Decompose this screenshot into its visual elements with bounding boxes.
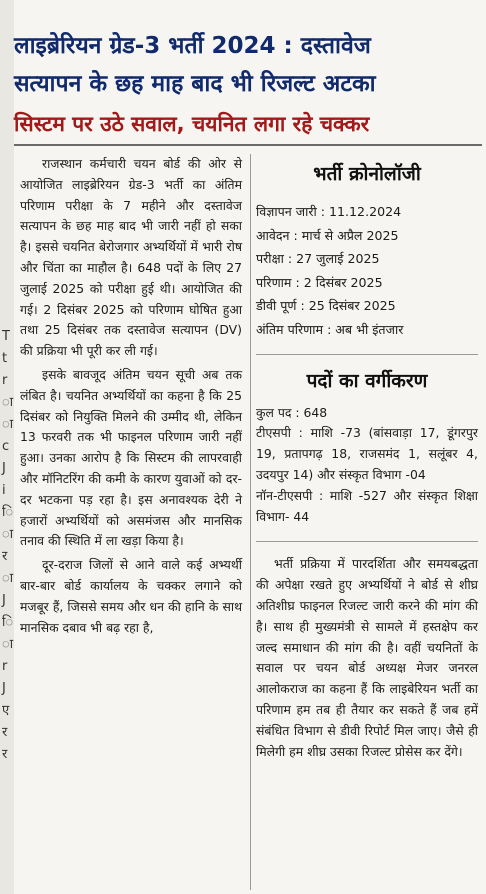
headline-line-2: सत्यापन के छह माह बाद भी रिजल्ट अटका xyxy=(14,71,376,97)
edge-glyph: ि xyxy=(2,615,14,630)
edge-glyph: r xyxy=(2,373,8,388)
box-divider xyxy=(256,541,478,542)
chronology-item: विज्ञापन जारी : 11.12.2024 xyxy=(256,204,402,219)
edge-glyph: ा xyxy=(2,637,14,652)
chronology-item: परिणाम : 2 दिसंबर 2025 xyxy=(256,274,383,290)
categories-tsp: टीएसपी : माशि -73 (बांसवाड़ा 17, डूंगरपुर 19, प्रतापगढ़ 18, राजसमंद 1, सलूंबर 4, उदयपुर 14) और संस्कृत विभाग -04 xyxy=(256,425,478,482)
article-right-column xyxy=(256,154,478,762)
subheadline: सिस्टम पर उठे सवाल, चयनित लगा रहे चक्कर xyxy=(14,112,370,136)
chronology-item: अंतिम परिणाम : अब भी इंतजार xyxy=(256,321,404,337)
edge-glyph: t xyxy=(2,351,8,366)
adjacent-column-edge xyxy=(0,0,14,894)
chronology-item: आवेदन : मार्च से अप्रैल 2025 xyxy=(256,227,399,243)
article-left-column xyxy=(20,154,242,638)
edge-glyph: r xyxy=(2,659,8,674)
edge-glyph: र xyxy=(2,725,8,740)
edge-glyph: ा xyxy=(2,527,14,542)
edge-glyph: i xyxy=(2,483,6,498)
chronology-title: भर्ती क्रोनोलॉजी xyxy=(313,163,421,185)
edge-glyph: J xyxy=(2,461,6,476)
edge-glyph: c xyxy=(2,439,10,454)
edge-glyph: J xyxy=(2,593,6,608)
headline-divider xyxy=(14,144,482,146)
edge-glyph: ा xyxy=(2,395,14,410)
edge-glyph: T xyxy=(2,329,10,344)
categories-title: पदों का वर्गीकरण xyxy=(306,369,428,392)
article-paragraph: राजस्थान कर्मचारी चयन बोर्ड की ओर से आयोजित लाइब्रेरियन ग्रेड-3 भर्ती का अंतिम परिणाम परीक्षा के 7 महीने और दस्तावेज सत्यापन के छह माह बाद भी जारी नहीं हो सका है। इससे चयनित बेरोजगार अभ्यर्थियों में भारी रोष और चिंता का माहौल है। 648 पदों के लिए 27 जुलाई 2025 को परीक्षा हुई थी। आयोजित की गई। 2 दिसंबर 2025 को परिणाम घोषित हुआ तथा 25 दिसंबर तक दस्तावेज सत्यापन (DV) की प्रक्रिया भी पूरी कर ली गई। xyxy=(20,156,242,359)
categories-total: कुल पद : 648 xyxy=(256,404,328,420)
edge-glyph: ा xyxy=(2,571,14,586)
box-divider xyxy=(256,354,478,355)
edge-glyph: ि xyxy=(2,505,14,520)
categories-non-tsp: नॉन-टीएसपी : माशि -527 और संस्कृत शिक्षा विभाग- 44 xyxy=(256,487,478,524)
article-paragraph: दूर-दराज जिलों से आने वाले कई अभ्यर्थी बार-बार बोर्ड कार्यालय के चक्कर लगाने को मजबूर हैं, जिससे समय और धन की हानि के साथ मानसिक दबाव भी बढ़ रहा है, xyxy=(20,557,242,635)
chronology-list xyxy=(256,200,478,342)
edge-glyph: J xyxy=(2,681,6,696)
chronology-item: परीक्षा : 27 जुलाई 2025 xyxy=(256,251,380,267)
edge-glyph: ए xyxy=(2,703,10,718)
article-paragraph: भर्ती प्रक्रिया में पारदर्शिता और समयबद्धता की अपेक्षा रखते हुए अभ्यर्थियों ने बोर्ड से शीघ्र अतिशीघ्र फाइनल रिजल्ट जारी करने की मांग की है। साथ ही मुख्यमंत्री से सामले में हस्तक्षेप कर जल्द समाधान की मांग की है। वहीं चयनितों के सवाल पर चयन बोर्ड अध्यक्ष मेजर जनरल आलोकराज का कहना हैं कि लाइबेरियन भर्ती का परिणाम हम तब ही तैयार कर सकते हैं जब हमें संबंधित विभाग से डीवी रिपोर्ट मिल जाए। जैसे ही मिलेगी हम शीघ्र उसका रिजल्ट प्रोसेस कर देंगे। xyxy=(256,556,478,759)
edge-glyph: र xyxy=(2,549,8,564)
chronology-item: डीवी पूर्ण : 25 दिसंबर 2025 xyxy=(256,298,396,314)
headline-line-1: लाइब्रेरियन ग्रेड-3 भर्ती 2024 : दस्तावेज xyxy=(14,33,371,59)
edge-glyph: र xyxy=(2,747,8,762)
edge-glyph: ा xyxy=(2,417,14,432)
article-paragraph: इसके बावजूद अंतिम चयन सूची अब तक लंबित है। चयनित अभ्यर्थियों का कहना है कि 25 दिसंबर को नियुक्ति मिलने की उम्मीद थी, लेकिन 13 फरवरी तक भी फाइनल परिणाम जारी नहीं हुआ। उनका आरोप है कि सिस्टम की लापरवाही और मॉनिटरिंग की कमी के कारण युवाओं को दर-दर भटकना पड़ रहा है। इस अनावश्यक देरी ने हजारों अभ्यर्थियों को असमंजस और मानसिक तनाव की स्थिति में ला खड़ा किया है। xyxy=(20,366,242,549)
column-divider xyxy=(250,154,251,890)
